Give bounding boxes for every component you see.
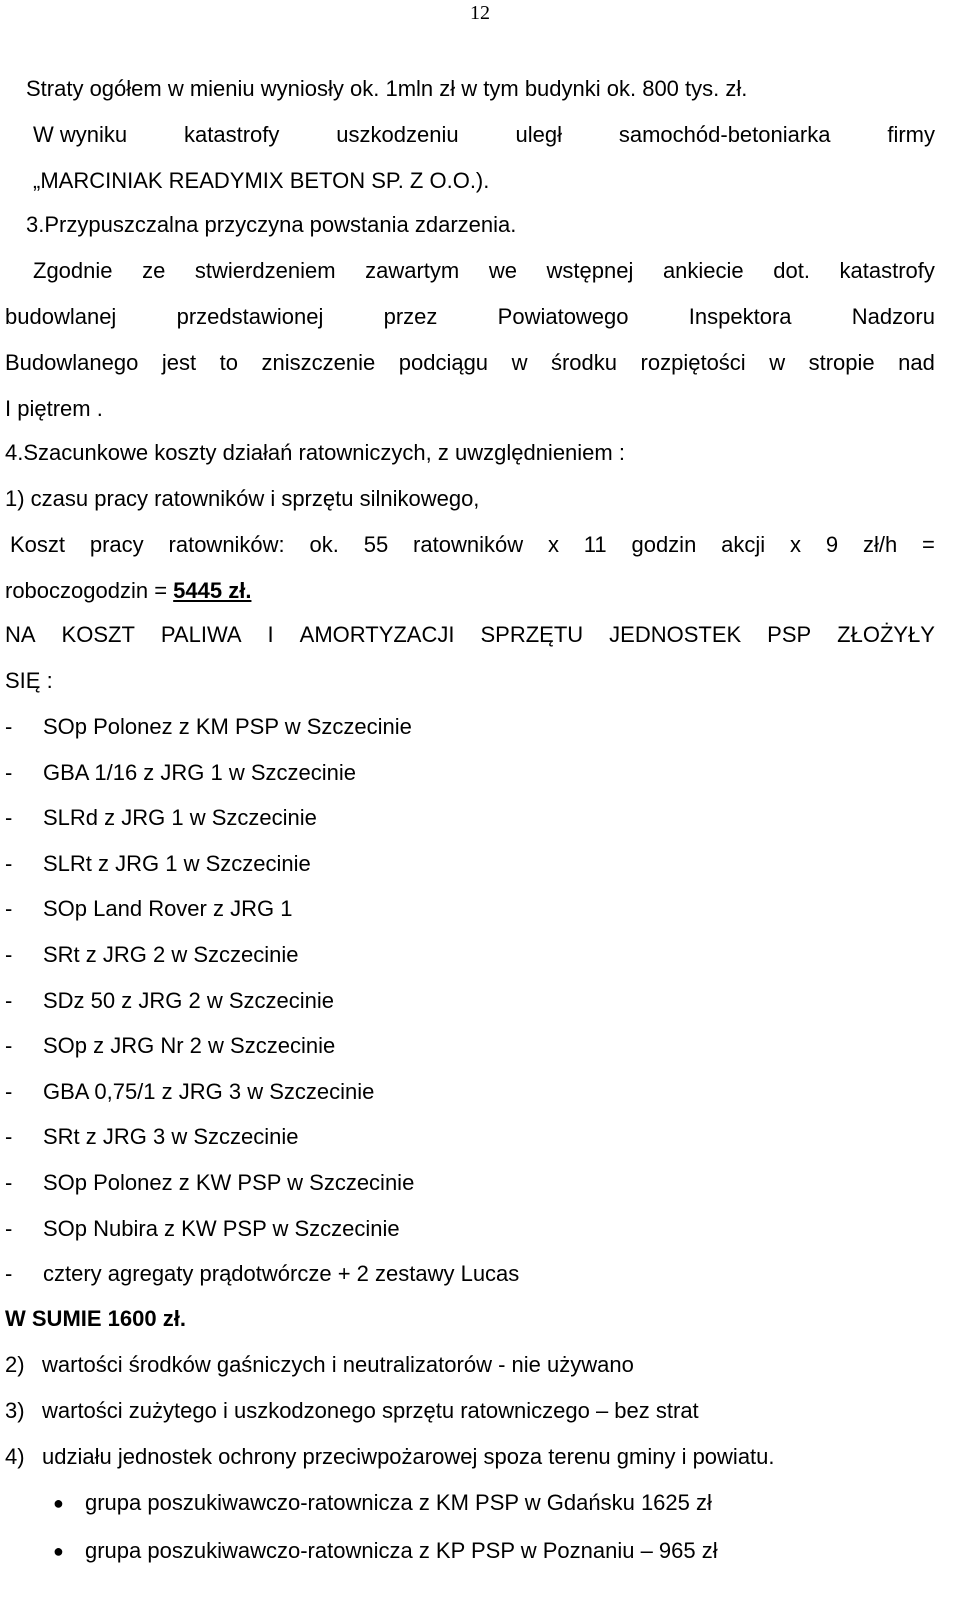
word: KOSZT: [61, 622, 135, 647]
dash-marker: -: [5, 987, 13, 1013]
sum-line: W SUMIE 1600 zł.: [5, 1306, 186, 1331]
word: W wyniku: [33, 122, 128, 147]
word: katastrofy: [184, 122, 280, 147]
equipment-label: GBA 0,75/1 z JRG 3 w Szczecinie: [43, 1078, 375, 1104]
word: jest: [161, 350, 197, 375]
word: w: [769, 350, 786, 375]
word: 55: [363, 532, 389, 557]
word: 11: [583, 532, 607, 557]
dash-marker: -: [5, 759, 13, 785]
dash-marker: -: [5, 714, 13, 739]
section-3-heading: 3.Przypuszczalna przyczyna powstania zdarzenia.: [26, 212, 517, 237]
word: ZŁOŻYŁY: [837, 622, 935, 647]
word: uszkodzeniu: [336, 122, 459, 147]
equipment-label: SOp Land Rover z JRG 1: [43, 896, 293, 922]
word: budowlanej: [5, 304, 117, 329]
word: podciągu: [398, 350, 489, 375]
word: uległ: [515, 122, 562, 147]
word: to: [219, 350, 238, 375]
equipment-label: SOp Polonez z KW PSP w Szczecinie: [43, 1170, 415, 1195]
cause-line-2: [5, 302, 935, 332]
cost-item-1: 1) czasu pracy ratowników i sprzętu silnikowego,: [5, 486, 480, 511]
word: x: [790, 532, 802, 557]
item-text: udziału jednostek ochrony przeciwpożarowej spoza terenu gminy i powiatu.: [42, 1444, 775, 1469]
bullet-icon: ●: [53, 1541, 64, 1561]
equipment-label: SLRd z JRG 1 w Szczecinie: [43, 805, 317, 831]
word: godzin: [631, 532, 697, 557]
equipment-label: SRt z JRG 3 w Szczecinie: [43, 1124, 299, 1150]
cause-line-1: [33, 256, 935, 286]
word: AMORTYZACJI: [299, 622, 455, 647]
word: wstępnej: [546, 258, 634, 283]
word: PSP: [767, 622, 812, 647]
item-number: 2): [5, 1352, 25, 1377]
word: Budowlanego: [5, 350, 139, 375]
word: rozpiętości: [640, 350, 746, 375]
cause-line-4: I piętrem .: [5, 396, 103, 421]
dash-marker: -: [5, 1215, 13, 1241]
equipment-label: cztery agregaty prądotwórcze + 2 zestawy Lucas: [43, 1261, 520, 1287]
group-label: grupa poszukiwawczo-ratownicza z KP PSP w Poznaniu – 965 zł: [85, 1538, 718, 1563]
company-line: „MARCINIAK READYMIX BETON SP. Z O.O.).: [33, 168, 490, 193]
word: dot.: [773, 258, 810, 283]
word: ankiecie: [662, 258, 744, 283]
item-text: wartości zużytego i uszkodzonego sprzętu ratowniczego – bez strat: [42, 1398, 699, 1423]
fuel-cost-line-2: SIĘ :: [5, 668, 53, 693]
word: firmy: [887, 122, 935, 147]
section-4-heading: 4.Szacunkowe koszty działań ratowniczych, z uwzględnieniem :: [5, 440, 625, 465]
word: środku: [550, 350, 618, 375]
dash-marker: -: [5, 805, 13, 831]
word: samochód-betoniarka: [618, 122, 831, 147]
word: pracy: [89, 532, 144, 557]
dash-marker: -: [5, 942, 13, 967]
word: w: [511, 350, 528, 375]
word: nad: [898, 350, 935, 375]
word: 9: [825, 532, 839, 557]
word: Inspektora: [688, 304, 792, 329]
word: JEDNOSTEK: [609, 622, 742, 647]
cause-line-3: [5, 348, 935, 378]
word: ze: [142, 258, 166, 283]
dash-marker: -: [5, 1170, 13, 1195]
labor-cost-line: [10, 530, 935, 560]
word: I: [267, 622, 274, 647]
dash-marker: -: [5, 850, 13, 876]
dash-marker: -: [5, 1033, 13, 1059]
word: ratowników: [413, 532, 524, 557]
word: we: [488, 258, 517, 283]
word: akcji: [721, 532, 766, 557]
word: przez: [383, 304, 438, 329]
fuel-cost-line: [5, 620, 935, 650]
equipment-label: SLRt z JRG 1 w Szczecinie: [43, 850, 311, 876]
labor-hours-amount: 5445 zł.: [173, 578, 252, 603]
word: PALIWA: [160, 622, 242, 647]
item-number: 4): [5, 1444, 25, 1469]
word: x: [547, 532, 559, 557]
losses-line: Straty ogółem w mieniu wyniosły ok. 1mln zł w tym budynki ok. 800 tys. zł.: [26, 76, 748, 101]
damage-line: [33, 120, 935, 150]
word: Powiatowego: [497, 304, 629, 329]
word: ok.: [309, 532, 339, 557]
page-number: 12: [470, 2, 490, 24]
bullet-icon: ●: [53, 1493, 64, 1513]
word: Nadzoru: [851, 304, 935, 329]
word: stwierdzeniem: [194, 258, 336, 283]
equipment-label: SOp Polonez z KM PSP w Szczecinie: [43, 714, 412, 739]
word: zawartym: [365, 258, 460, 283]
equipment-label: SDz 50 z JRG 2 w Szczecinie: [43, 987, 334, 1013]
word: zł/h: [862, 532, 898, 557]
equipment-label: SOp Nubira z KW PSP w Szczecinie: [43, 1215, 400, 1241]
item-text: wartości środków gaśniczych i neutralizatorów - nie używano: [42, 1352, 634, 1377]
word: ratowników:: [168, 532, 285, 557]
equipment-label: GBA 1/16 z JRG 1 w Szczecinie: [43, 759, 357, 785]
word: Zgodnie: [33, 258, 113, 283]
labor-hours-label: roboczogodzin =: [5, 578, 174, 603]
equipment-label: SOp z JRG Nr 2 w Szczecinie: [43, 1033, 336, 1059]
equipment-label: SRt z JRG 2 w Szczecinie: [43, 942, 299, 967]
labor-hours-total: [5, 576, 935, 606]
word: SPRZĘTU: [480, 622, 584, 647]
dash-marker: -: [5, 1078, 13, 1104]
word: stropie: [808, 350, 875, 375]
word: NA: [5, 622, 36, 647]
word: Koszt: [10, 532, 66, 557]
group-label: grupa poszukiwawczo-ratownicza z KM PSP w Gdańsku 1625 zł: [85, 1490, 712, 1515]
word: zniszczenie: [261, 350, 376, 375]
word: katastrofy: [839, 258, 935, 283]
word: =: [922, 532, 935, 557]
dash-marker: -: [5, 896, 13, 922]
word: przedstawionej: [176, 304, 324, 329]
dash-marker: -: [5, 1124, 13, 1150]
dash-marker: -: [5, 1261, 13, 1287]
item-number: 3): [5, 1398, 25, 1423]
